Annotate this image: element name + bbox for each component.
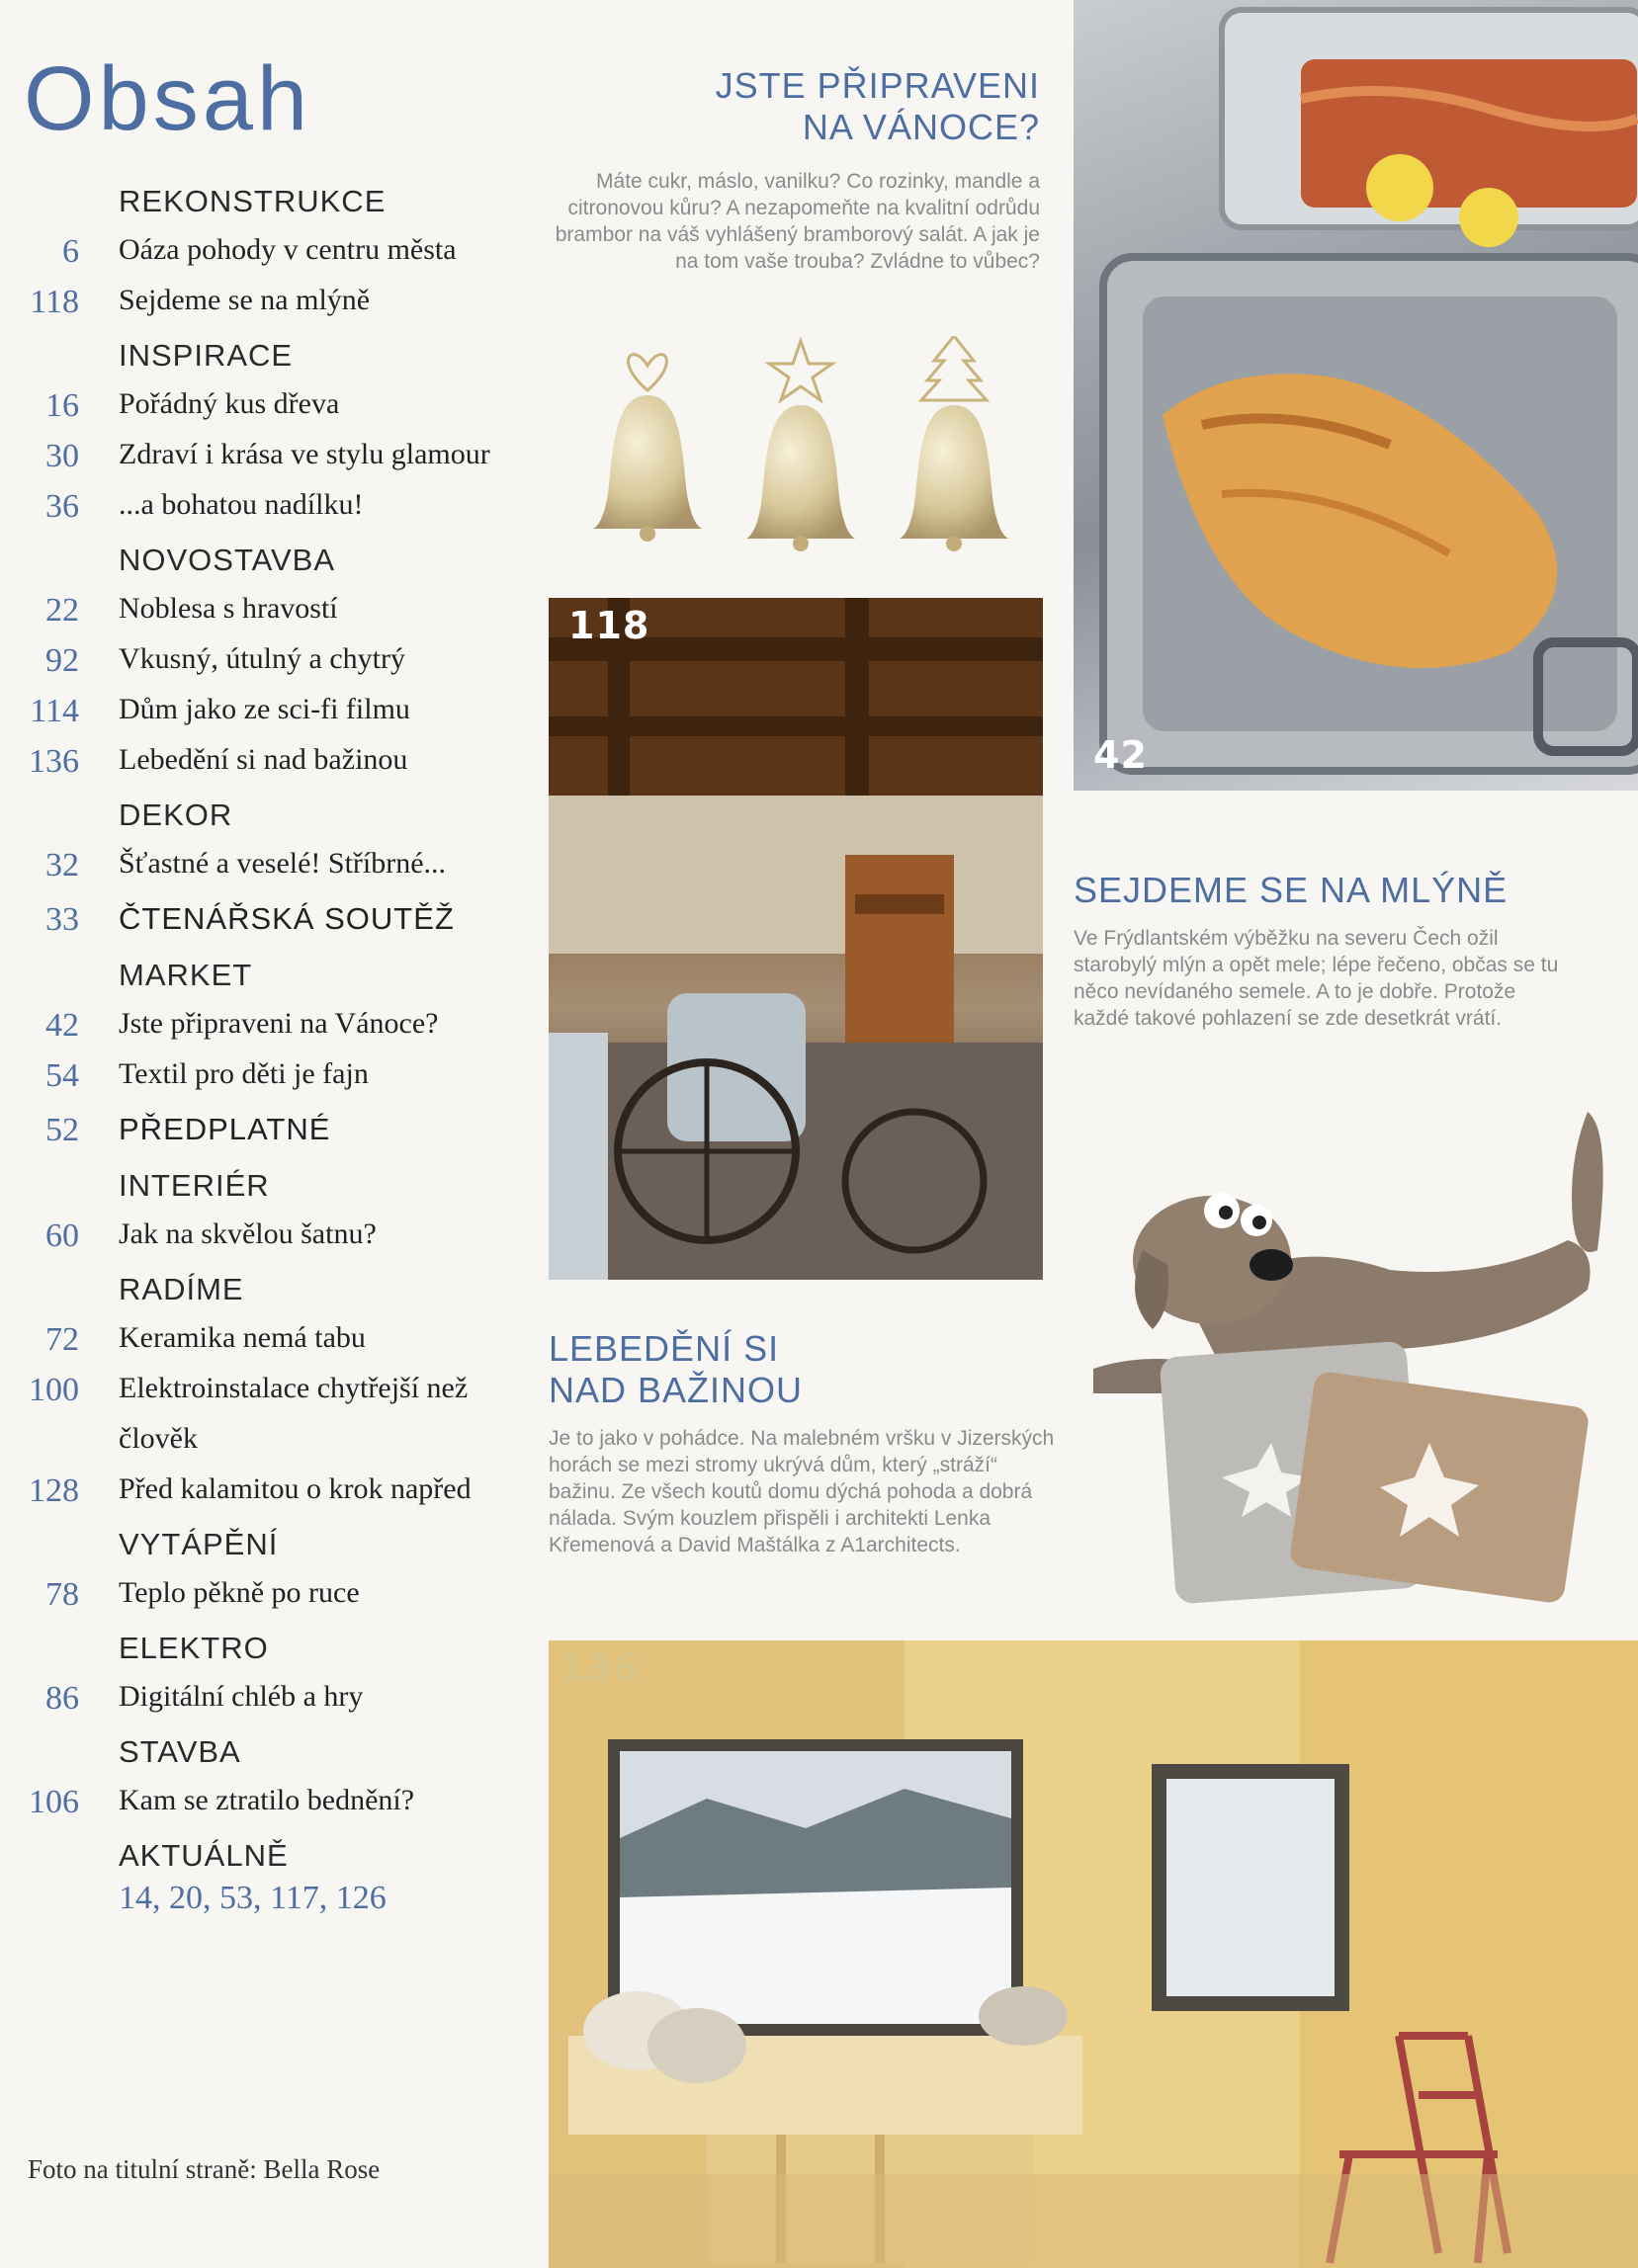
toc-entry xyxy=(0,488,534,538)
feature-bazina-text: Je to jako v pohádce. Na malebném vršku v Jizerských horách se mezi stromy ukrývá dům, který „stráží“ bažinu. Ze všech koutů domu dýchá pohoda a dobrá nálada. Svým kouzlem přispěli i architekti Lenka Křemenová a David Maštálka z A1architects. xyxy=(549,1427,1055,1556)
toc-page-number: 118 xyxy=(30,284,79,320)
toc-page-number: 100 xyxy=(29,1372,79,1408)
toc-entry-title: Jste připraveni na Vánoce? xyxy=(119,1007,439,1040)
toc-entry-title: Pořádný kus dřeva xyxy=(119,387,340,420)
toc-page-number: 52 xyxy=(45,1112,79,1148)
toc-page-number: 30 xyxy=(45,438,79,474)
toc-page-number: 60 xyxy=(45,1218,79,1254)
cover-photo-credit: Foto na titulní straně: Bella Rose xyxy=(28,2154,381,2184)
toc-entry-title: Dům jako ze sci-fi filmu xyxy=(119,693,410,725)
toc-entry-title: Lebedění si nad bažinou xyxy=(119,743,408,776)
toc-page-number: 114 xyxy=(30,693,79,729)
toc-page-number: 36 xyxy=(45,488,79,525)
toc-entry xyxy=(0,438,534,487)
feature-vanoce-title-line2: NA VÁNOCE? xyxy=(802,107,1040,147)
toc-section-heading: MARKET xyxy=(119,958,253,992)
toc-entry xyxy=(0,1680,534,1729)
toc-section-heading: VYTÁPĚNÍ xyxy=(119,1527,279,1561)
toc-section-heading: DEKOR xyxy=(119,798,233,832)
feature-bazina xyxy=(549,1328,1058,1558)
toc-entry xyxy=(0,847,534,896)
toc-entry-title: Oáza pohody v centru města xyxy=(119,233,457,266)
toc-entry xyxy=(0,1576,534,1626)
wooden-room-photo xyxy=(549,1640,1638,2268)
toc-entry xyxy=(0,1057,534,1107)
feature-mlyn-title: SEJDEME SE NA MLÝNĚ xyxy=(1074,870,1509,910)
toc-page-number: 92 xyxy=(45,642,79,679)
toc-entry-title: Keramika nemá tabu xyxy=(119,1321,366,1354)
toc-entry-title: Teplo pěkně po ruce xyxy=(119,1576,360,1609)
feature-vanoce-text: Máte cukr, máslo, vanilku? Co rozinky, mandle a citronovou kůru? A nezapomeňte na kvalitní odrůdu brambor na váš vyhlášený bramborový salát. A jak je na tom vaše trouba? Zvládne to vůbec? xyxy=(555,170,1040,273)
feature-mlyn xyxy=(1074,870,1568,1032)
toc-entry xyxy=(0,284,534,333)
toc-entry xyxy=(0,233,534,283)
toc-entry xyxy=(0,592,534,641)
bell-heart xyxy=(593,355,702,542)
feature-vanoce xyxy=(554,65,1040,275)
toc-section-heading: AKTUÁLNĚ xyxy=(119,1838,289,1873)
dog-toy-and-pillows-illustration xyxy=(1074,1052,1638,1606)
toc-page-number: 136 xyxy=(29,743,79,780)
toc-entry xyxy=(0,901,534,951)
mill-interior-photo xyxy=(549,598,1043,1280)
toc-section-heading: INSPIRACE xyxy=(119,338,294,373)
toc-entry-title: PŘEDPLATNÉ xyxy=(119,1112,331,1146)
toc-entry-title: Sejdeme se na mlýně xyxy=(119,284,371,316)
bell-star xyxy=(746,341,855,551)
toc-entry xyxy=(0,1372,534,1421)
bell-tree xyxy=(900,336,1008,551)
toc-page-number: 16 xyxy=(45,387,79,424)
page-number-badge: 42 xyxy=(1093,733,1148,777)
toc-entry xyxy=(0,387,534,437)
toc-entry xyxy=(0,1784,534,1833)
toc-entry xyxy=(0,743,534,793)
feature-vanoce-title-line1: JSTE PŘIPRAVENI xyxy=(715,65,1040,106)
beige-star-pillow xyxy=(1288,1370,1590,1604)
toc-entry-title: Jak na skvělou šatnu? xyxy=(119,1218,377,1250)
baking-tray-illustration xyxy=(1074,0,1638,791)
toc-entry-continuation xyxy=(0,1422,534,1471)
toc-entry-title: Noblesa s hravostí xyxy=(119,592,338,625)
toc-entry xyxy=(0,1218,534,1267)
toc-page-number: 42 xyxy=(45,1007,79,1044)
toc-section-heading: RADÍME xyxy=(119,1272,244,1306)
toc-page-number: 54 xyxy=(45,1057,79,1094)
toc-page-number: 33 xyxy=(45,901,79,938)
toc-page-number: 128 xyxy=(29,1472,79,1509)
toc-entry xyxy=(0,1007,534,1056)
toc-page-number: 86 xyxy=(45,1680,79,1717)
toc-entry-title: ...a bohatou nadílku! xyxy=(119,488,364,521)
page-number-badge: 136 xyxy=(559,1646,641,1690)
toc-entry-title: Digitální chléb a hry xyxy=(119,1680,364,1713)
toc-entry-title: Elektroinstalace chytřejší než xyxy=(119,1372,469,1404)
toc-page-number: 78 xyxy=(45,1576,79,1613)
toc-entry-title: Před kalamitou o krok napřed xyxy=(119,1472,472,1505)
wooden-room-illustration xyxy=(549,1640,1638,2268)
toc-entry-title: Šťastné a veselé! Stříbrné... xyxy=(119,847,447,880)
bells-illustration xyxy=(554,336,1048,563)
page-title: Obsah xyxy=(24,48,312,149)
baking-tray-photo xyxy=(1074,0,1638,791)
toc-entry xyxy=(0,693,534,742)
toc-entry-title: Kam se ztratilo bednění? xyxy=(119,1784,415,1816)
feature-mlyn-text: Ve Frýdlantském výběžku na severu Čech ožil starobylý mlýn a opět mele; lépe řečeno, občas se tu něco nevídaného semele. A to je dobře. Protože každé takové pohlazení se zde desetkrát vrátí. xyxy=(1074,927,1559,1030)
feature-bazina-title-line2: NAD BAŽINOU xyxy=(549,1370,804,1410)
toc-entry xyxy=(0,642,534,692)
page-number-badge: 118 xyxy=(568,604,650,647)
toc-section-heading: INTERIÉR xyxy=(119,1168,270,1203)
toc-entry xyxy=(0,1472,534,1522)
toc-section-heading: REKONSTRUKCE xyxy=(119,184,387,218)
toc-page-number: 6 xyxy=(62,233,79,270)
toc-page-number: 32 xyxy=(45,847,79,883)
toc-entry-title: Textil pro děti je fajn xyxy=(119,1057,369,1090)
toc-entry xyxy=(0,1112,534,1161)
toc-section-heading: ELEKTRO xyxy=(119,1631,269,1665)
feature-bazina-title xyxy=(549,1328,1058,1411)
toc-page-number: 106 xyxy=(29,1784,79,1820)
toc-entry-title: Vkusný, útulný a chytrý xyxy=(119,642,405,675)
toc-section-heading: NOVOSTAVBA xyxy=(119,543,336,577)
toc-entry-title: Zdraví i krása ve stylu glamour xyxy=(119,438,490,470)
toc-section-heading: STAVBA xyxy=(119,1734,241,1769)
toc-entry xyxy=(0,1321,534,1371)
toc-page-number: 72 xyxy=(45,1321,79,1358)
aktualne-page-numbers: 14, 20, 53, 117, 126 xyxy=(119,1880,387,1916)
toc-entry-title: ČTENÁŘSKÁ SOUTĚŽ xyxy=(119,901,455,936)
feature-vanoce-title xyxy=(554,65,1040,148)
mill-interior-illustration xyxy=(549,598,1043,1280)
toc-page-number: 22 xyxy=(45,592,79,629)
feature-bazina-title-line1: LEBEDĚNÍ SI xyxy=(549,1328,780,1369)
toc-entry-title-continued: člověk xyxy=(119,1422,198,1455)
